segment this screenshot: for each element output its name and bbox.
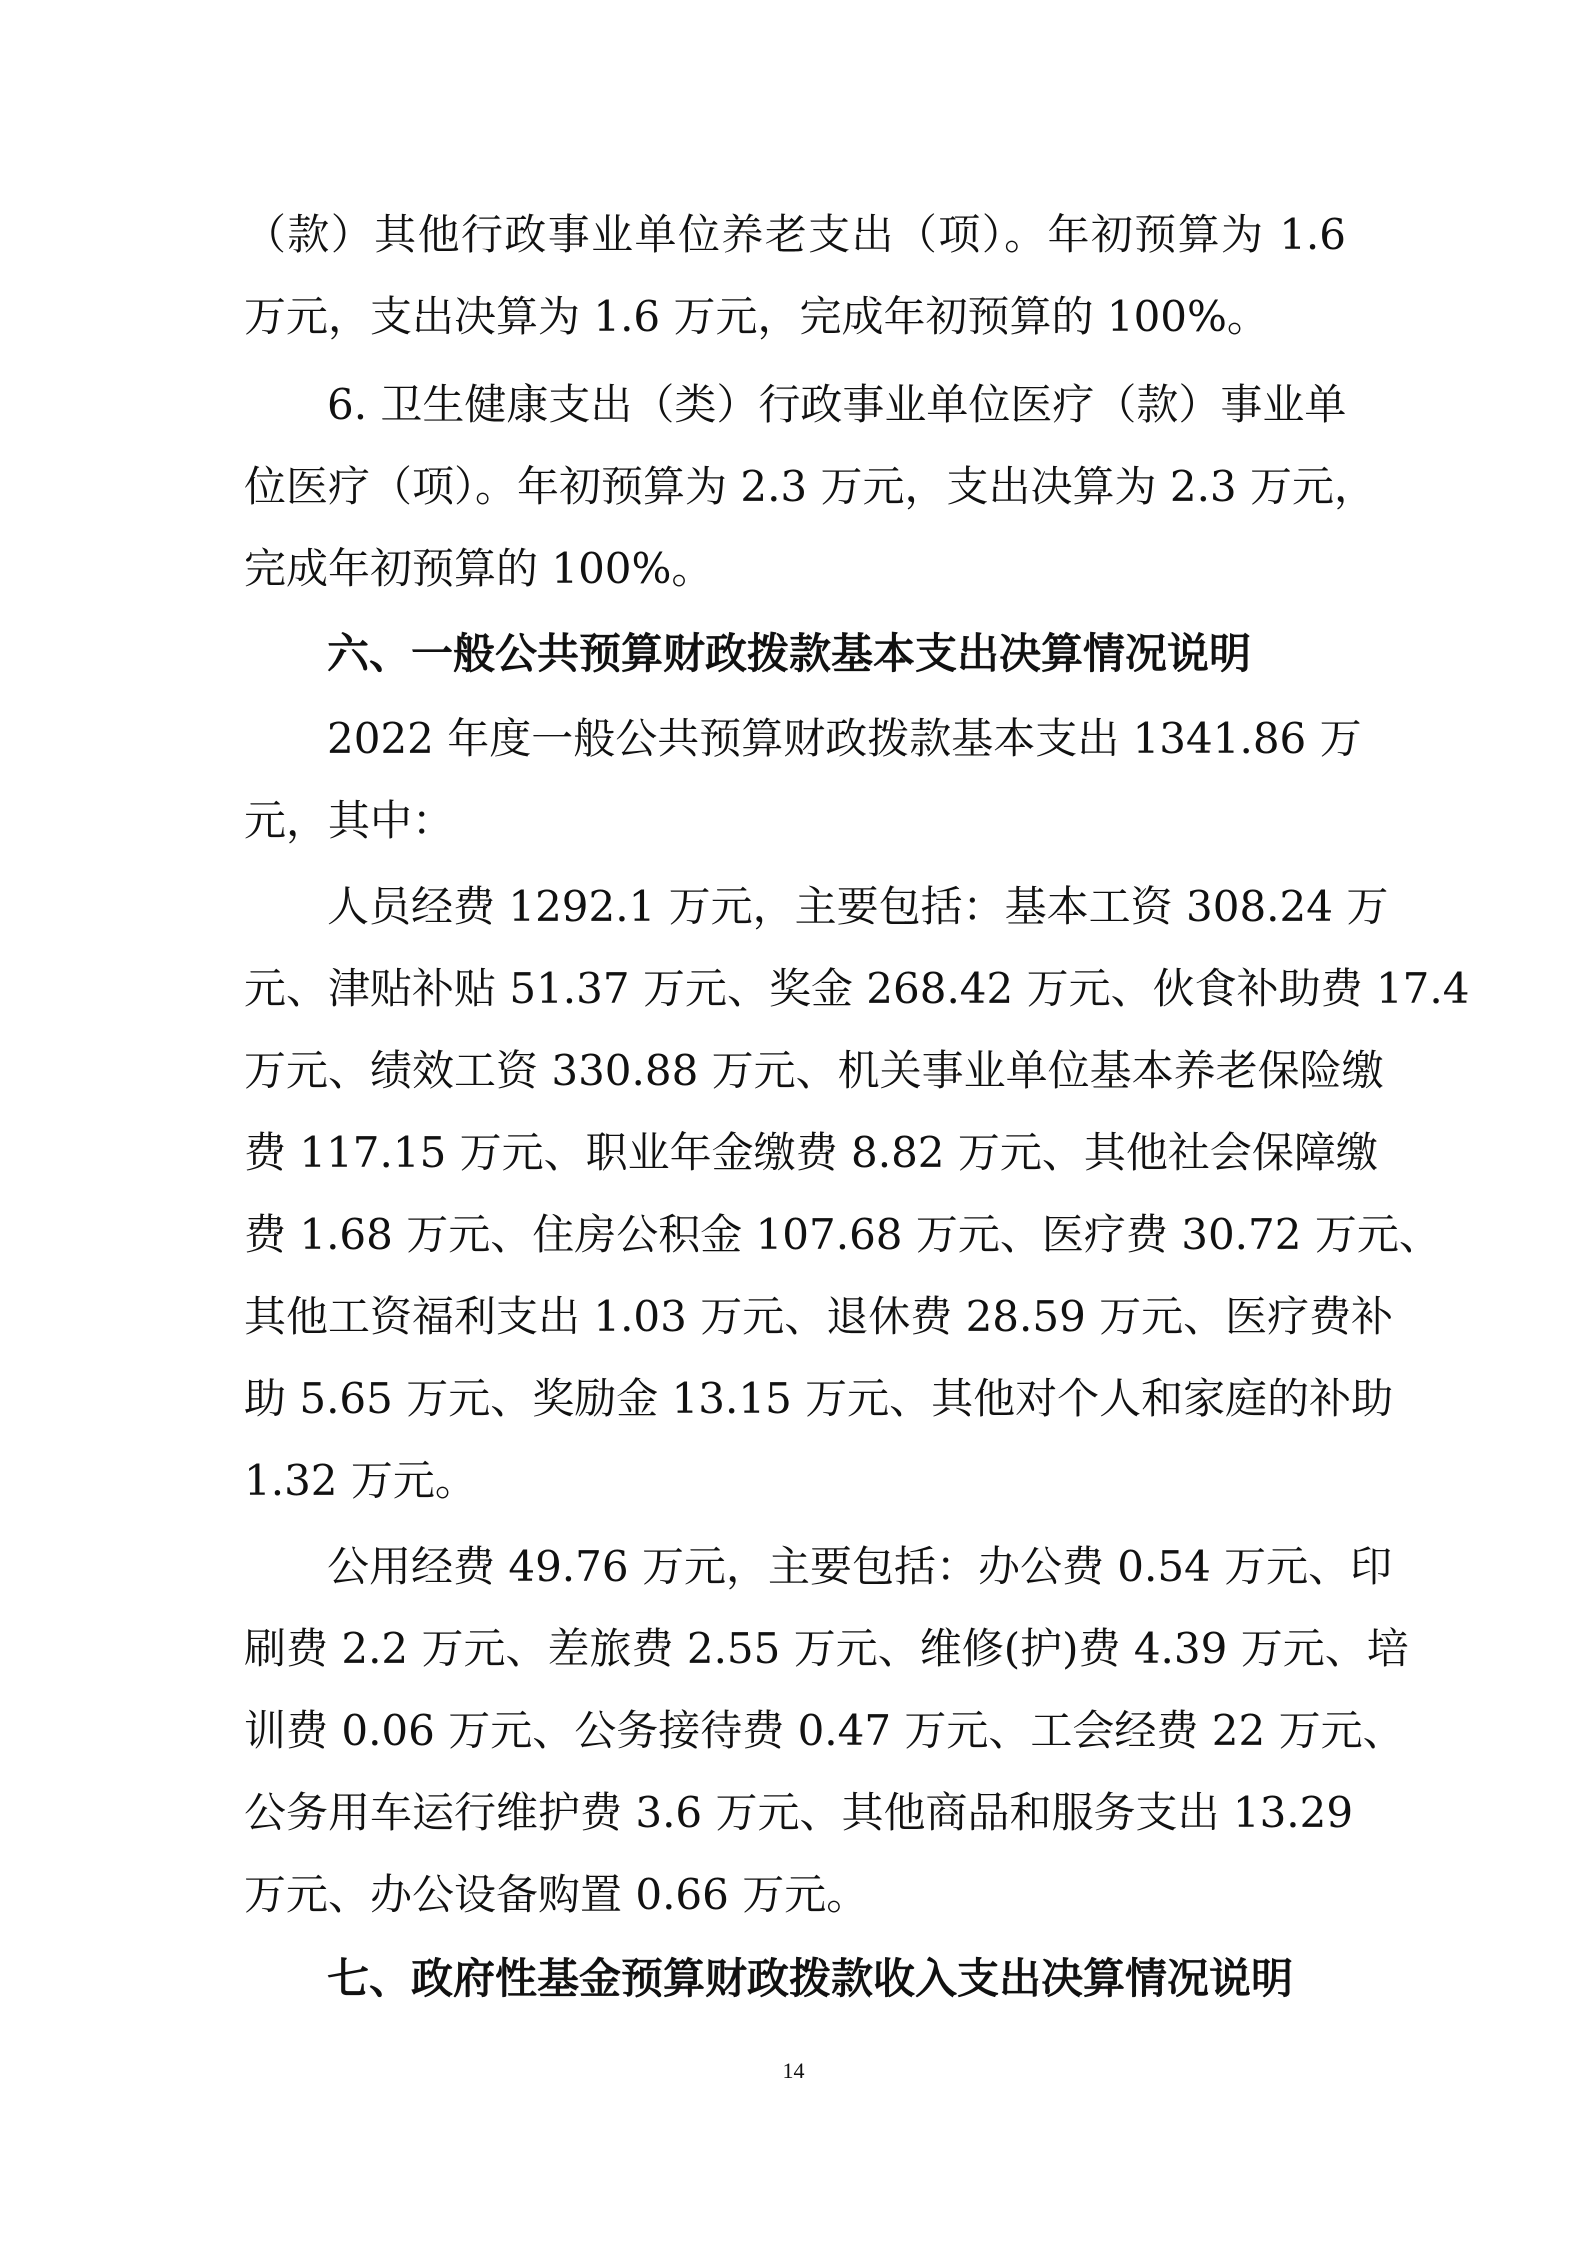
body-text-line: 6. 卫生健康支出（类）行政事业单位医疗（款）事业单 xyxy=(327,380,1347,429)
body-text-line: 元、津贴补贴 51.37 万元、奖金 268.42 万元、伙食补助费 17.4 xyxy=(244,964,1470,1013)
body-text-line: 元，其中： xyxy=(244,796,455,845)
body-text-line: 其他工资福利支出 1.03 万元、退休费 28.59 万元、医疗费补 xyxy=(244,1292,1394,1341)
body-text-line: 费 117.15 万元、职业年金缴费 8.82 万元、其他社会保障缴 xyxy=(244,1128,1378,1177)
body-text-line: 万元、绩效工资 330.88 万元、机关事业单位基本养老保险缴 xyxy=(244,1046,1384,1095)
section-heading: 七、政府性基金预算财政拨款收入支出决算情况说明 xyxy=(327,1954,1294,2003)
body-text-line: 人员经费 1292.1 万元，主要包括：基本工资 308.24 万 xyxy=(327,882,1389,931)
body-text-line: 完成年初预算的 100%。 xyxy=(244,544,714,593)
body-text-line: 万元、办公设备购置 0.66 万元。 xyxy=(244,1870,869,1919)
body-text-line: 训费 0.06 万元、公务接待费 0.47 万元、工会经费 22 万元、 xyxy=(244,1706,1405,1755)
body-text-line: 公用经费 49.76 万元，主要包括：办公费 0.54 万元、印 xyxy=(327,1542,1393,1591)
body-text-line: 位医疗（项）。年初预算为 2.3 万元，支出决算为 2.3 万元， xyxy=(244,462,1376,511)
body-text-line: 刷费 2.2 万元、差旅费 2.55 万元、维修(护)费 4.39 万元、培 xyxy=(244,1624,1409,1673)
body-text-line: 万元，支出决算为 1.6 万元，完成年初预算的 100%。 xyxy=(244,292,1269,341)
body-text-line: 公务用车运行维护费 3.6 万元、其他商品和服务支出 13.29 xyxy=(244,1788,1354,1837)
body-text-line: 1.32 万元。 xyxy=(244,1456,477,1505)
section-heading: 六、一般公共预算财政拨款基本支出决算情况说明 xyxy=(327,629,1252,678)
page-number: 14 xyxy=(782,2058,805,2083)
body-text-line: 费 1.68 万元、住房公积金 107.68 万元、医疗费 30.72 万元、 xyxy=(244,1210,1441,1259)
body-text-line: 2022 年度一般公共预算财政拨款基本支出 1341.86 万 xyxy=(327,714,1362,763)
body-text-line: 助 5.65 万元、奖励金 13.15 万元、其他对个人和家庭的补助 xyxy=(244,1374,1394,1423)
body-text-line: （款）其他行政事业单位养老支出（项）。年初预算为 1.6 xyxy=(244,210,1346,259)
